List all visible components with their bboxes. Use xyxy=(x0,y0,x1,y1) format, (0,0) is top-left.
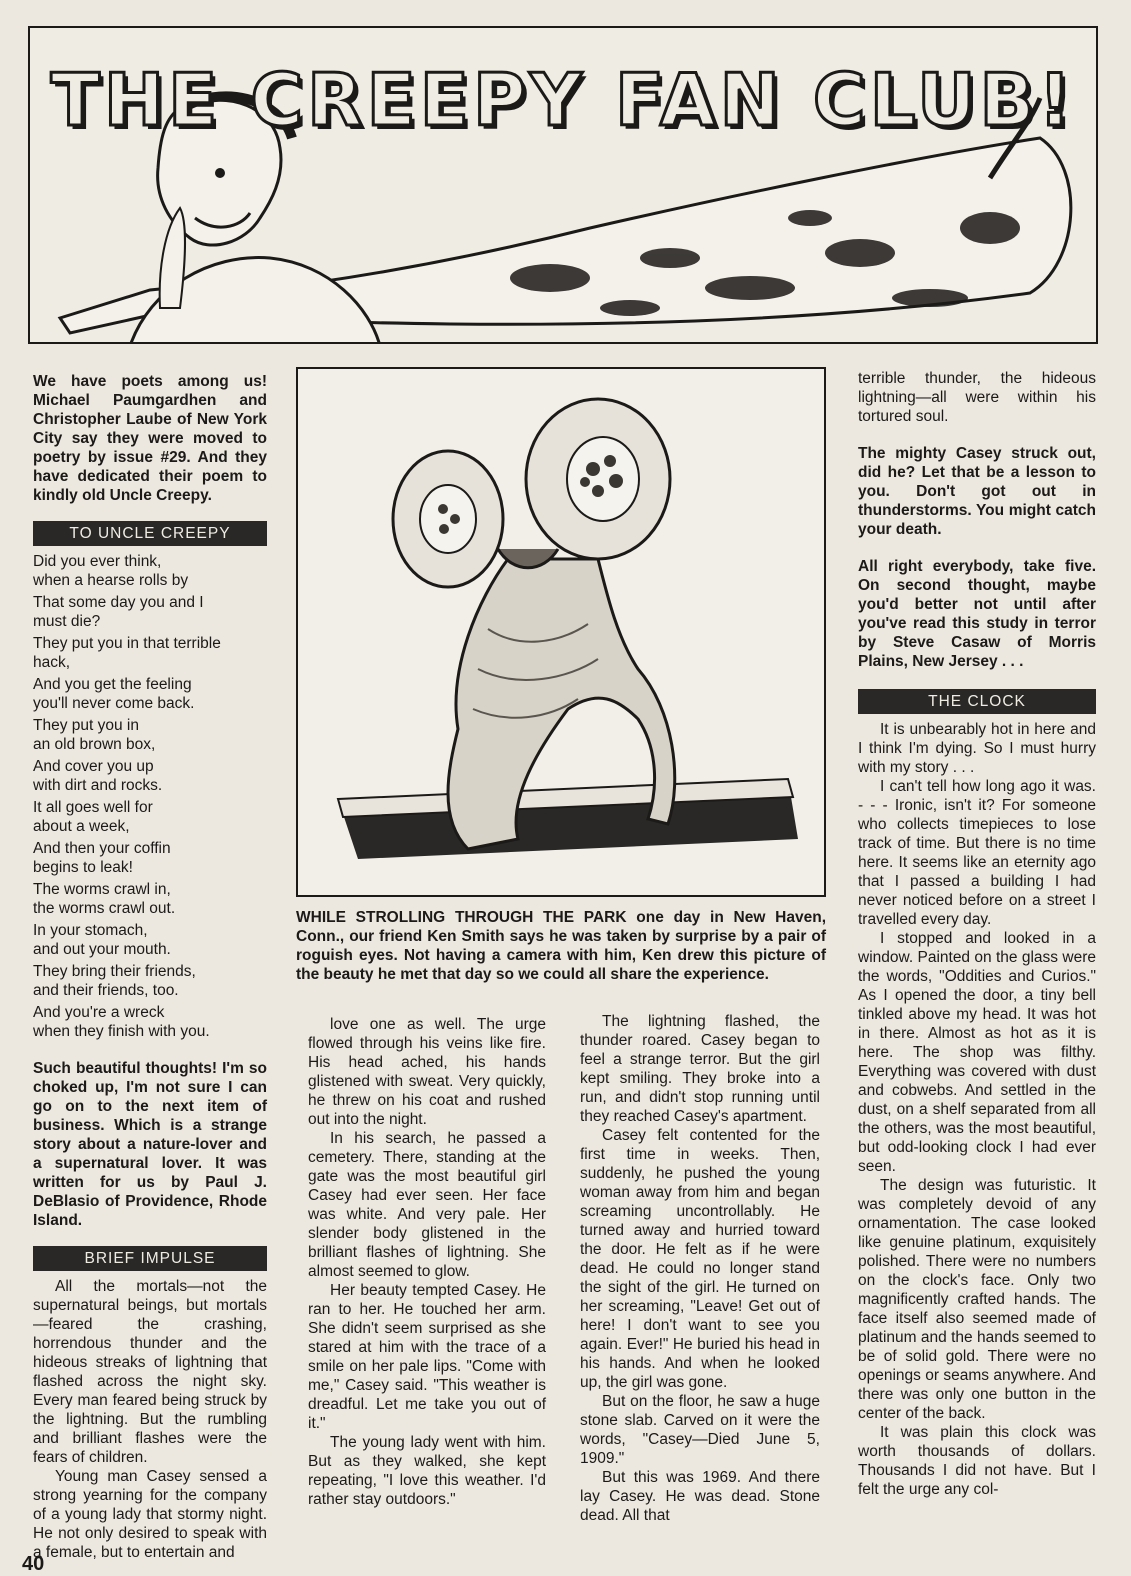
poem-line: and their friends, too. xyxy=(33,982,179,999)
banner-illustration xyxy=(28,26,1098,344)
column-2 xyxy=(308,1015,546,1509)
creature-drawing xyxy=(298,369,826,897)
story-paragraph: All the mortals—not the supernatural beings, but mortals—feared the crashing, horrendous thunder and the hideous streaks of lightning that flashed across the night sky. Every man feared being struck by the lightning. But the rumbling and brilliant flashes were the fears of children. xyxy=(33,1278,267,1466)
poem-line: In your stomach, xyxy=(33,922,148,939)
poem-line: must die? xyxy=(33,613,101,630)
outro-text: Such beautiful thoughts! I'm so choked up, I'm not sure I can go on to the next item of business. Which is a strange story about a nature-lover and a supernatural lover. It was written for us by Paul J. DeBlasio of Providence, Rhode Island. xyxy=(33,1060,267,1229)
poem-title: TO UNCLE CREEPY xyxy=(33,521,267,546)
poem-line: That some day you and I xyxy=(33,594,204,611)
story-paragraph: The lightning flashed, the thunder roared. Casey began to feel a strange terror. But the girl kept smiling. They broke into a run, and didn't stop running until they reached Casey's apartment. xyxy=(580,1013,820,1125)
poem-line: The worms crawl in, xyxy=(33,881,171,898)
raised-finger-drawing xyxy=(160,208,185,308)
story-paragraph: It was plain this clock was worth thousands of dollars. Thousands I did not have. But I felt the urge any col- xyxy=(858,1424,1096,1498)
moral-text: The mighty Casey struck out, did he? Let that be a lesson to you. Don't got out in thunderstorms. You might catch your death. xyxy=(858,445,1096,538)
poem-line: They bring their friends, xyxy=(33,963,196,980)
story-title: BRIEF IMPULSE xyxy=(33,1246,267,1271)
poem-line: They put you in that terrible xyxy=(33,635,221,652)
story-paragraph: But on the floor, he saw a huge stone slab. Carved on it were the words, "Casey—Died June 5, 1909." xyxy=(580,1393,820,1467)
clock-story xyxy=(858,720,1096,1499)
story-paragraph: I can't tell how long ago it was. - - - Ironic, isn't it? For someone who collects timepieces to lose track of time. But there is no time here. It seems like an eternity ago that I passed a building I had never noticed before on a street I travelled every day. xyxy=(858,778,1096,928)
photo-caption: WHILE STROLLING THROUGH THE PARK one day in New Haven, Conn., our friend Ken Smith says he was taken by surprise by a pair of roguish eyes. Not having a camera with him, Ken drew this picture of the beauty he met that day so we could all share the experience. xyxy=(296,909,826,983)
poem-line: begins to leak! xyxy=(33,859,133,876)
poem-line: with dirt and rocks. xyxy=(33,777,163,794)
story-paragraph: In his search, he passed a cemetery. There, standing at the gate was the most beautiful girl Casey had ever seen. Her face was white. And very pale. Her slender body glistened in the brilliant flashes of lightning. She almost seemed to glow. xyxy=(308,1130,546,1280)
poem-line: Did you ever think, xyxy=(33,553,162,570)
intro-text: All right everybody, take five. On second thought, maybe you'd better not until after you've read this study in terror by Steve Casaw of Morris Plains, New Jersey . . . xyxy=(858,558,1096,670)
story-paragraph: Her beauty tempted Casey. He ran to her. He touched her arm. She didn't seem surprised as she stared at him with the trace of a smile on her pale lips. "Come with me," Casey said. "This weather is dreadful. Let me take you out of it." xyxy=(308,1282,546,1432)
creature-illustration xyxy=(296,367,826,897)
poem-line: And you're a wreck xyxy=(33,1004,165,1021)
story-paragraph: love one as well. The urge flowed through his veins like fire. His head ached, his hands glistened with sweat. Very quickly, he threw on his coat and rushed out into the night. xyxy=(308,1016,546,1128)
poem-line: It all goes well for xyxy=(33,799,153,816)
poem-line: an old brown box, xyxy=(33,736,156,753)
story-ending: terrible thunder, the hideous lightning—all were within his tortured soul. xyxy=(858,370,1096,425)
column-4 xyxy=(858,369,1096,1499)
story-paragraph: Casey felt contented for the first time in weeks. Then, suddenly, he pushed the young woman away from him and began screaming uncontrollably. He turned away and hurried toward the door. He felt as if he were dead. He could no longer stand the sight of the girl. He turned on her screaming, "Leave! Get out of here! I don't want to see you again. Ever!" He buried his head in his hands. And when he looked up, the girl was gone. xyxy=(580,1127,820,1391)
poem-line: you'll never come back. xyxy=(33,695,195,712)
poem-line: And you get the feeling xyxy=(33,676,192,693)
poem-line: And cover you up xyxy=(33,758,154,775)
poem-line: hack, xyxy=(33,654,71,671)
poem-line: And then your coffin xyxy=(33,840,171,857)
story-paragraph: The young lady went with him. But as they walked, she kept repeating, "I love this weather. I'd rather stay outdoors." xyxy=(308,1434,546,1508)
clock-title: THE CLOCK xyxy=(858,689,1096,714)
poem-line: the worms crawl out. xyxy=(33,900,176,917)
intro-text: We have poets among us! Michael Paumgardhen and Christopher Laube of New York City say they were moved to poetry by issue #29. And they have dedicated their poem to kindly old Uncle Creepy. xyxy=(33,373,267,504)
poem-line: They put you in xyxy=(33,717,139,734)
eye-drawing xyxy=(215,168,225,178)
story-paragraph: But this was 1969. And there lay Casey. He was dead. Stone dead. All that xyxy=(580,1469,820,1524)
story-paragraph: Young man Casey sensed a strong yearning for the company of a young lady that stormy night. He not only desired to speak with a female, but to entertain and xyxy=(33,1468,267,1561)
poem-line: and out your mouth. xyxy=(33,941,171,958)
story-paragraph: The design was futuristic. It was completely devoid of any ornamentation. The case looked like genuine platinum, exquisitely polished. There were no numbers on the clock's face. Only two magnificently crafted hands. The face itself also seemed made of platinum and the hands seemed to be of solid gold. There were no openings or seams anywhere. And there was only one button in the center of the back. xyxy=(858,1177,1096,1422)
banner-title: THE CREEPY FAN CLUB! xyxy=(50,58,1076,142)
poem xyxy=(33,552,267,1041)
column-3 xyxy=(580,1012,820,1525)
poem-line: about a week, xyxy=(33,818,130,835)
story-paragraph: I stopped and looked in a window. Painted on the glass were the words, "Oddities and Curios." As I opened the door, a tiny bell tinkled above my head. It was hot in there. Almost as hot as it is here. The shop was filthy. Everything was covered with dust and cobwebs. And settled in the dust, on a shelf separated from all the others, was the most beautiful, but odd-looking clock I had ever seen. xyxy=(858,930,1096,1175)
poem-line: when they finish with you. xyxy=(33,1023,210,1040)
story-paragraph: It is unbearably hot in here and I think I'm dying. So I must hurry with my story . . . xyxy=(858,721,1096,776)
poem-line: when a hearse rolls by xyxy=(33,572,189,589)
page-number: 40 xyxy=(22,1553,45,1575)
column-1 xyxy=(33,372,267,1562)
